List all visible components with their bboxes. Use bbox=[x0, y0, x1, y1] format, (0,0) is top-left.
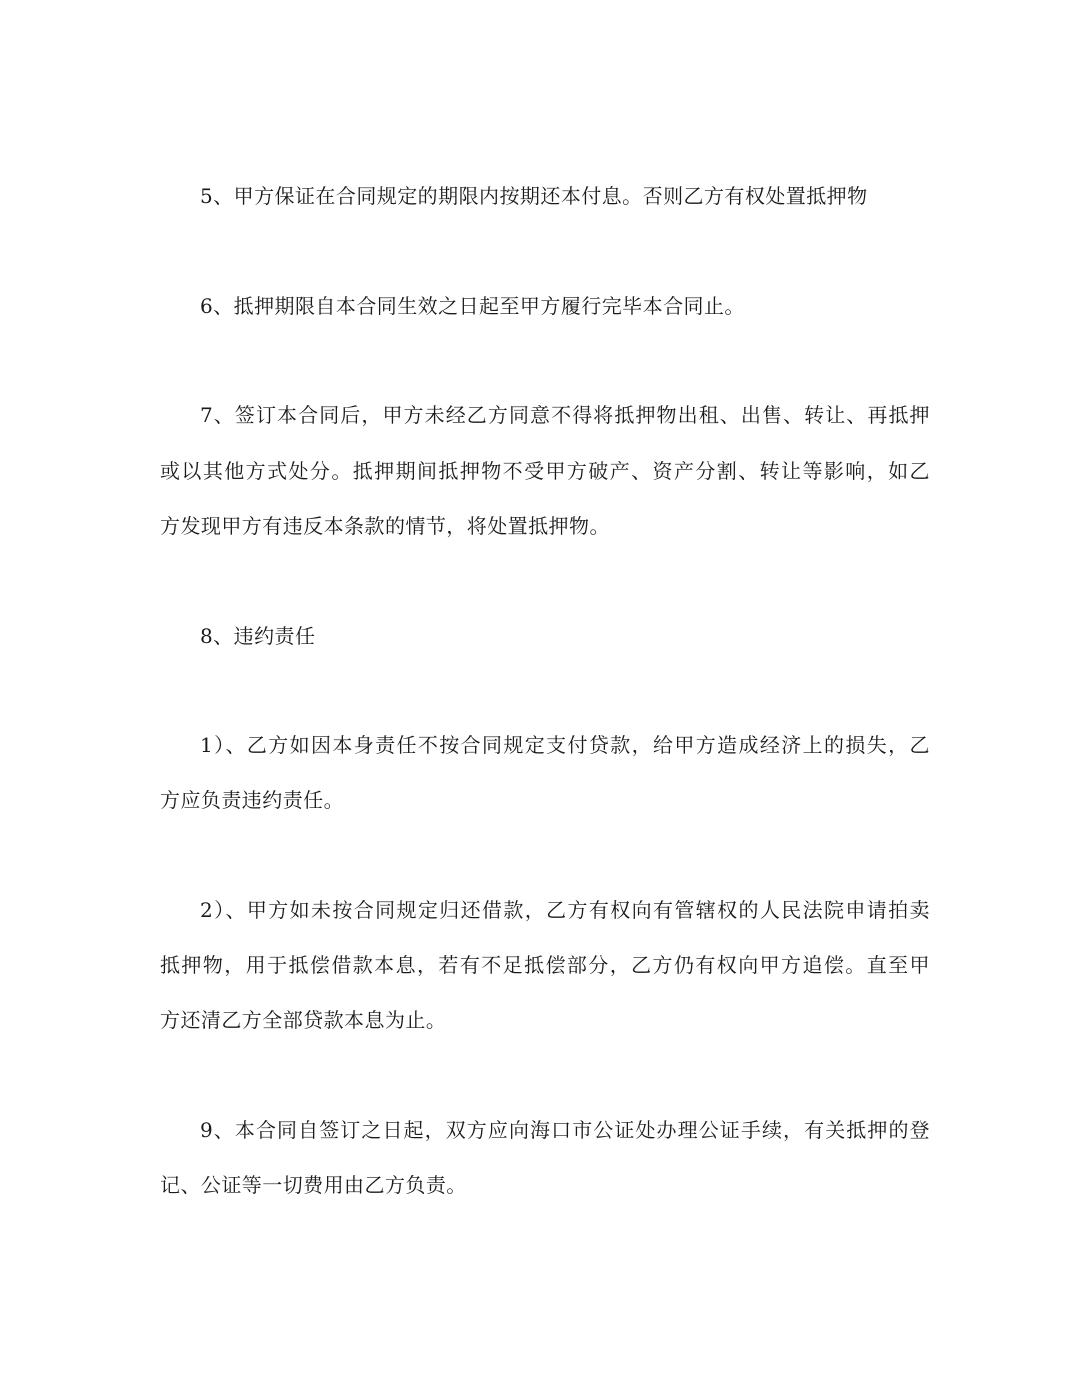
clause-8-item-1-line-2: 方应负责违约责任。 bbox=[160, 788, 345, 812]
clause-6-line-1: 6、抵押期限自本合同生效之日起至甲方履行完毕本合同止。 bbox=[200, 294, 745, 318]
clause-8-heading: 8、违约责任 bbox=[200, 624, 316, 648]
clause-5-line-1: 5、甲方保证在合同规定的期限内按期还本付息。否则乙方有权处置抵押物 bbox=[200, 184, 868, 208]
clause-8-item-2-line-3: 方还清乙方全部贷款本息为止。 bbox=[160, 1008, 447, 1032]
clause-9-line-1: 9、本合同自签订之日起，双方应向海口市公证处办理公证手续，有关抵押的登 bbox=[200, 1118, 930, 1142]
clause-7-line-3: 方发现甲方有违反本条款的情节，将处置抵押物。 bbox=[160, 514, 610, 538]
clause-8-item-2-line-2: 抵押物，用于抵偿借款本息，若有不足抵偿部分，乙方仍有权向甲方追偿。直至甲 bbox=[160, 953, 930, 977]
clause-7-line-1: 7、签订本合同后，甲方未经乙方同意不得将抵押物出租、出售、转让、再抵押 bbox=[200, 403, 930, 427]
clause-8-item-2-line-1: 2）、甲方如未按合同规定归还借款，乙方有权向有管辖权的人民法院申请拍卖 bbox=[200, 898, 930, 922]
clause-7-line-2: 或以其他方式处分。抵押期间抵押物不受甲方破产、资产分割、转让等影响，如乙 bbox=[160, 459, 930, 483]
clause-8-item-1-line-1: 1）、乙方如因本身责任不按合同规定支付贷款，给甲方造成经济上的损失，乙 bbox=[200, 733, 930, 757]
clause-9-line-2: 记、公证等一切费用由乙方负责。 bbox=[160, 1173, 467, 1197]
